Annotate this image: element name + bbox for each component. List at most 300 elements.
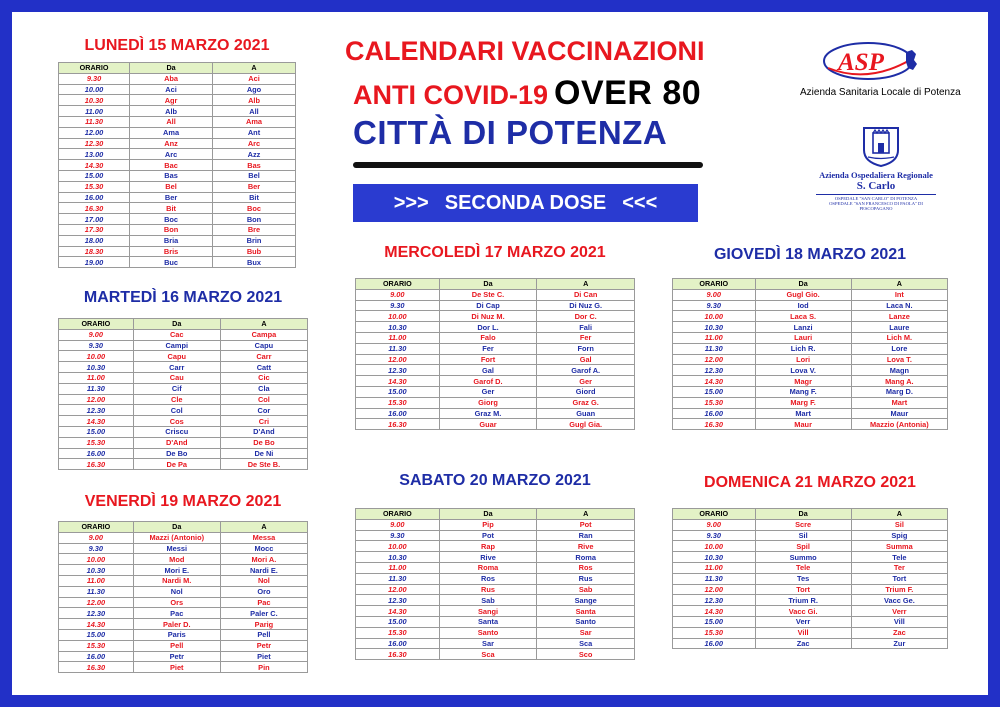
table-row: [59, 138, 296, 149]
to-cell: Messa: [220, 532, 307, 543]
table-row: [673, 332, 948, 343]
from-cell: Bas: [130, 170, 213, 181]
time-cell: 9.30: [59, 543, 134, 554]
table-row: [59, 106, 296, 117]
time-cell: 11.00: [673, 562, 756, 573]
time-cell: 18.30: [59, 246, 130, 257]
table-row: [673, 584, 948, 595]
from-cell: Ros: [439, 573, 537, 584]
table-row: [59, 224, 296, 235]
table-row: [356, 289, 635, 300]
time-cell: 16.00: [59, 651, 134, 662]
to-cell: Sco: [537, 649, 635, 660]
to-cell: Rive: [537, 541, 635, 552]
asp-logo-text: ASP: [838, 49, 884, 76]
table-row: [59, 575, 308, 586]
from-cell: Di Cap: [439, 300, 537, 311]
table-row: [356, 386, 635, 397]
table-row: [59, 619, 308, 630]
to-cell: De Ste B.: [220, 459, 307, 470]
schedule-table-venerdi: [58, 521, 308, 673]
asp-name: Azienda Sanitaria Locale di Potenza: [800, 87, 961, 98]
table-row: [673, 322, 948, 333]
time-cell: 14.30: [673, 606, 756, 617]
table-row: [356, 573, 635, 584]
to-cell: Fer: [537, 332, 635, 343]
to-cell: Vacc Ge.: [851, 595, 947, 606]
table-row: [673, 300, 948, 311]
table-row: [673, 606, 948, 617]
time-cell: 12.00: [59, 597, 134, 608]
to-cell: Petr: [220, 640, 307, 651]
time-cell: 15.30: [59, 640, 134, 651]
table-row: [59, 235, 296, 246]
column-header-da: Da: [439, 279, 537, 290]
time-cell: 9.00: [673, 289, 756, 300]
to-cell: Sab: [537, 584, 635, 595]
to-cell: Mazzio (Antonia): [851, 419, 947, 430]
time-cell: 12.30: [356, 365, 440, 376]
to-cell: Sca: [537, 638, 635, 649]
table-row: [59, 246, 296, 257]
table-row: [356, 397, 635, 408]
table-row: [356, 616, 635, 627]
table-row: [59, 586, 308, 597]
time-cell: 10.30: [59, 565, 134, 576]
day-title-giovedi: GIOVEDÌ 18 MARZO 2021: [713, 246, 907, 263]
title-underline: [353, 162, 703, 168]
to-cell: Mocc: [220, 543, 307, 554]
title-anti-covid: ANTI COVID-19: [353, 80, 549, 110]
schedule-table-sabato: [355, 508, 635, 660]
from-cell: De Pa: [133, 459, 220, 470]
column-header-a: A: [213, 63, 296, 74]
to-cell: Ant: [213, 127, 296, 138]
to-cell: Lich M.: [851, 332, 947, 343]
from-cell: Boc: [130, 214, 213, 225]
day-title-venerdi: VENERDÌ 19 MARZO 2021: [84, 493, 282, 510]
from-cell: Aba: [130, 73, 213, 84]
aor-name-line1: Azienda Ospedaliera Regionale: [819, 170, 933, 180]
table-row: [356, 584, 635, 595]
from-cell: Lich R.: [755, 343, 851, 354]
to-cell: Brin: [213, 235, 296, 246]
column-header-a: A: [851, 509, 947, 520]
to-cell: Cri: [220, 416, 307, 427]
time-cell: 11.00: [673, 332, 756, 343]
title-over-80: OVER 80: [554, 74, 702, 112]
from-cell: Guar: [439, 419, 537, 430]
table-row: [59, 257, 296, 268]
table-row: [673, 289, 948, 300]
time-cell: 16.30: [59, 662, 134, 673]
table-header-row: [59, 522, 308, 533]
table-row: [356, 354, 635, 365]
from-cell: Tes: [755, 573, 851, 584]
table-row: [59, 554, 308, 565]
table-row: [673, 541, 948, 552]
to-cell: Bre: [213, 224, 296, 235]
day-title-lunedi: LUNEDÌ 15 MARZO 2021: [84, 37, 270, 54]
from-cell: Bon: [130, 224, 213, 235]
from-cell: Gal: [439, 365, 537, 376]
table-row: [59, 127, 296, 138]
time-cell: 15.30: [673, 397, 756, 408]
to-cell: Zac: [851, 627, 947, 638]
from-cell: Paler D.: [133, 619, 220, 630]
from-cell: Bit: [130, 203, 213, 214]
time-cell: 9.00: [356, 519, 440, 530]
to-cell: Bel: [213, 170, 296, 181]
to-cell: D'And: [220, 426, 307, 437]
table-row: [59, 116, 296, 127]
from-cell: Col: [133, 405, 220, 416]
column-header-da: Da: [133, 319, 220, 330]
time-cell: 10.30: [356, 322, 440, 333]
table-row: [59, 203, 296, 214]
table-row: [59, 532, 308, 543]
time-cell: 13.00: [59, 149, 130, 160]
table-row: [356, 541, 635, 552]
from-cell: Garof D.: [439, 376, 537, 387]
time-cell: 9.30: [356, 300, 440, 311]
to-cell: Di Can: [537, 289, 635, 300]
table-row: [356, 343, 635, 354]
table-row: [59, 383, 308, 394]
schedule-table-giovedi: [672, 278, 948, 430]
from-cell: Aci: [130, 84, 213, 95]
from-cell: Piet: [133, 662, 220, 673]
table-row: [673, 419, 948, 430]
to-cell: Ran: [537, 530, 635, 541]
time-cell: 16.30: [673, 419, 756, 430]
time-cell: 11.30: [673, 573, 756, 584]
aor-name-line3: OSPEDALE "SAN CARLO" DI POTENZA: [816, 194, 936, 201]
day-title-domenica: DOMENICA 21 MARZO 2021: [704, 474, 916, 491]
from-cell: Lauri: [755, 332, 851, 343]
table-row: [673, 627, 948, 638]
from-cell: Nol: [133, 586, 220, 597]
time-cell: 10.30: [673, 552, 756, 563]
table-row: [356, 627, 635, 638]
to-cell: Maur: [851, 408, 947, 419]
from-cell: Di Nuz M.: [439, 311, 537, 322]
column-header-orario: ORARIO: [356, 279, 440, 290]
schedule-table-domenica: [672, 508, 948, 649]
to-cell: Nardi E.: [220, 565, 307, 576]
from-cell: Mart: [755, 408, 851, 419]
to-cell: Pac: [220, 597, 307, 608]
time-cell: 11.30: [59, 383, 134, 394]
poster-title-line1: CALENDARI VACCINAZIONI: [345, 36, 705, 66]
from-cell: Zac: [755, 638, 851, 649]
aor-name-line4: OSPEDALE "SAN FRANCESCO DI PAOLA" DI PESCOPAGANO: [829, 201, 923, 211]
to-cell: Nol: [220, 575, 307, 586]
to-cell: Aci: [213, 73, 296, 84]
time-cell: 12.30: [59, 405, 134, 416]
from-cell: Verr: [755, 616, 851, 627]
to-cell: Guan: [537, 408, 635, 419]
time-cell: 16.30: [59, 203, 130, 214]
from-cell: Santo: [439, 627, 537, 638]
from-cell: Roma: [439, 562, 537, 573]
from-cell: Mang F.: [755, 386, 851, 397]
from-cell: Laca S.: [755, 311, 851, 322]
table-row: [356, 519, 635, 530]
from-cell: De Bo: [133, 448, 220, 459]
time-cell: 12.30: [673, 595, 756, 606]
from-cell: Buc: [130, 257, 213, 268]
to-cell: Gugl Gia.: [537, 419, 635, 430]
time-cell: 11.30: [59, 586, 134, 597]
column-header-da: Da: [439, 509, 537, 520]
column-header-da: Da: [133, 522, 220, 533]
column-header-a: A: [537, 279, 635, 290]
table-row: [673, 408, 948, 419]
time-cell: 12.30: [356, 595, 440, 606]
banner-text: SECONDA DOSE: [444, 191, 607, 214]
to-cell: Magn: [851, 365, 947, 376]
table-row: [59, 608, 308, 619]
table-row: [673, 562, 948, 573]
to-cell: Sil: [851, 519, 947, 530]
from-cell: Sil: [755, 530, 851, 541]
time-cell: 15.30: [356, 397, 440, 408]
time-cell: 9.00: [59, 532, 134, 543]
time-cell: 10.00: [59, 84, 130, 95]
from-cell: Sca: [439, 649, 537, 660]
time-cell: 11.00: [59, 575, 134, 586]
time-cell: 10.00: [356, 541, 440, 552]
table-row: [59, 597, 308, 608]
column-header-a: A: [537, 509, 635, 520]
table-row: [356, 638, 635, 649]
from-cell: Scre: [755, 519, 851, 530]
time-cell: 12.30: [59, 138, 130, 149]
table-row: [356, 311, 635, 322]
time-cell: 10.30: [356, 552, 440, 563]
from-cell: Ors: [133, 597, 220, 608]
table-row: [59, 149, 296, 160]
from-cell: Marg F.: [755, 397, 851, 408]
to-cell: Piet: [220, 651, 307, 662]
from-cell: Tort: [755, 584, 851, 595]
to-cell: Carr: [220, 351, 307, 362]
to-cell: Int: [851, 289, 947, 300]
time-cell: 11.30: [673, 343, 756, 354]
time-cell: 16.00: [59, 448, 134, 459]
to-cell: Mori A.: [220, 554, 307, 565]
to-cell: Santa: [537, 606, 635, 617]
table-row: [59, 329, 308, 340]
time-cell: 16.00: [673, 408, 756, 419]
to-cell: Cic: [220, 372, 307, 383]
column-header-da: Da: [755, 279, 851, 290]
from-cell: Anz: [130, 138, 213, 149]
time-cell: 15.00: [356, 386, 440, 397]
table-row: [356, 606, 635, 617]
column-header-orario: ORARIO: [59, 63, 130, 74]
time-cell: 14.30: [673, 376, 756, 387]
aor-shield-logo: [858, 124, 904, 168]
to-cell: Spig: [851, 530, 947, 541]
to-cell: Parig: [220, 619, 307, 630]
table-row: [59, 426, 308, 437]
day-title-sabato: SABATO 20 MARZO 2021: [399, 472, 591, 489]
column-header-orario: ORARIO: [59, 319, 134, 330]
to-cell: Fali: [537, 322, 635, 333]
time-cell: 14.30: [356, 376, 440, 387]
table-row: [356, 332, 635, 343]
from-cell: De Ste C.: [439, 289, 537, 300]
to-cell: All: [213, 106, 296, 117]
day-title-martedi: MARTEDÌ 16 MARZO 2021: [83, 289, 283, 306]
to-cell: Bux: [213, 257, 296, 268]
from-cell: Vill: [755, 627, 851, 638]
table-row: [59, 160, 296, 171]
to-cell: Sange: [537, 595, 635, 606]
table-row: [59, 543, 308, 554]
to-cell: De Bo: [220, 437, 307, 448]
from-cell: Cac: [133, 329, 220, 340]
to-cell: Laure: [851, 322, 947, 333]
aor-name-line2: S. Carlo: [856, 180, 896, 192]
to-cell: Lova T.: [851, 354, 947, 365]
time-cell: 17.00: [59, 214, 130, 225]
column-header-orario: ORARIO: [673, 279, 756, 290]
to-cell: Summa: [851, 541, 947, 552]
time-cell: 11.30: [59, 116, 130, 127]
from-cell: Ger: [439, 386, 537, 397]
to-cell: Gal: [537, 354, 635, 365]
from-cell: Sar: [439, 638, 537, 649]
table-row: [59, 362, 308, 373]
table-row: [356, 562, 635, 573]
from-cell: Lova V.: [755, 365, 851, 376]
table-row: [356, 530, 635, 541]
from-cell: Messi: [133, 543, 220, 554]
time-cell: 9.30: [673, 300, 756, 311]
from-cell: Carr: [133, 362, 220, 373]
from-cell: Bria: [130, 235, 213, 246]
to-cell: Pot: [537, 519, 635, 530]
table-row: [59, 351, 308, 362]
to-cell: Tele: [851, 552, 947, 563]
from-cell: Graz M.: [439, 408, 537, 419]
table-row: [673, 376, 948, 387]
from-cell: Rus: [439, 584, 537, 595]
time-cell: 15.00: [59, 426, 134, 437]
from-cell: Cle: [133, 394, 220, 405]
to-cell: Rus: [537, 573, 635, 584]
from-cell: All: [130, 116, 213, 127]
time-cell: 12.00: [673, 584, 756, 595]
from-cell: Pell: [133, 640, 220, 651]
from-cell: Lanzi: [755, 322, 851, 333]
table-header-row: [356, 509, 635, 520]
to-cell: Ama: [213, 116, 296, 127]
schedule-table-lunedi: [58, 62, 296, 268]
table-row: [356, 322, 635, 333]
from-cell: Pac: [133, 608, 220, 619]
time-cell: 15.30: [59, 181, 130, 192]
to-cell: Pell: [220, 629, 307, 640]
column-header-da: Da: [755, 509, 851, 520]
from-cell: Santa: [439, 616, 537, 627]
time-cell: 15.30: [673, 627, 756, 638]
to-cell: Boc: [213, 203, 296, 214]
from-cell: Sangi: [439, 606, 537, 617]
time-cell: 16.30: [59, 459, 134, 470]
to-cell: Giord: [537, 386, 635, 397]
from-cell: Fort: [439, 354, 537, 365]
time-cell: 15.00: [59, 629, 134, 640]
schedule-table-martedi: [58, 318, 308, 470]
table-row: [59, 394, 308, 405]
from-cell: Capu: [133, 351, 220, 362]
to-cell: Verr: [851, 606, 947, 617]
poster-title-city: CITTÀ DI POTENZA: [353, 114, 668, 151]
aor-name: [796, 170, 956, 211]
to-cell: Santo: [537, 616, 635, 627]
time-cell: 9.30: [59, 340, 134, 351]
to-cell: Roma: [537, 552, 635, 563]
table-row: [59, 565, 308, 576]
to-cell: Bas: [213, 160, 296, 171]
from-cell: Criscu: [133, 426, 220, 437]
from-cell: Petr: [133, 651, 220, 662]
from-cell: Arc: [130, 149, 213, 160]
time-cell: 10.30: [59, 95, 130, 106]
table-row: [59, 405, 308, 416]
time-cell: 9.30: [59, 73, 130, 84]
to-cell: Ger: [537, 376, 635, 387]
to-cell: Capu: [220, 340, 307, 351]
table-row: [356, 376, 635, 387]
to-cell: Laca N.: [851, 300, 947, 311]
poster-title-line2: [353, 74, 701, 113]
from-cell: Trium R.: [755, 595, 851, 606]
table-row: [673, 343, 948, 354]
from-cell: Mazzi (Antonio): [133, 532, 220, 543]
to-cell: Tort: [851, 573, 947, 584]
to-cell: Graz G.: [537, 397, 635, 408]
time-cell: 16.00: [673, 638, 756, 649]
to-cell: De Ni: [220, 448, 307, 459]
table-row: [59, 340, 308, 351]
from-cell: Rap: [439, 541, 537, 552]
column-header-orario: ORARIO: [59, 522, 134, 533]
from-cell: Dor L.: [439, 322, 537, 333]
from-cell: Giorg: [439, 397, 537, 408]
table-row: [673, 638, 948, 649]
time-cell: 15.00: [356, 616, 440, 627]
to-cell: Zur: [851, 638, 947, 649]
to-cell: Arc: [213, 138, 296, 149]
time-cell: 17.30: [59, 224, 130, 235]
table-row: [673, 573, 948, 584]
to-cell: Trium F.: [851, 584, 947, 595]
from-cell: Tele: [755, 562, 851, 573]
to-cell: Lanze: [851, 311, 947, 322]
time-cell: 11.00: [356, 562, 440, 573]
table-row: [356, 552, 635, 563]
time-cell: 16.30: [356, 419, 440, 430]
to-cell: Lore: [851, 343, 947, 354]
time-cell: 11.00: [59, 372, 134, 383]
to-cell: Ber: [213, 181, 296, 192]
time-cell: 12.30: [673, 365, 756, 376]
